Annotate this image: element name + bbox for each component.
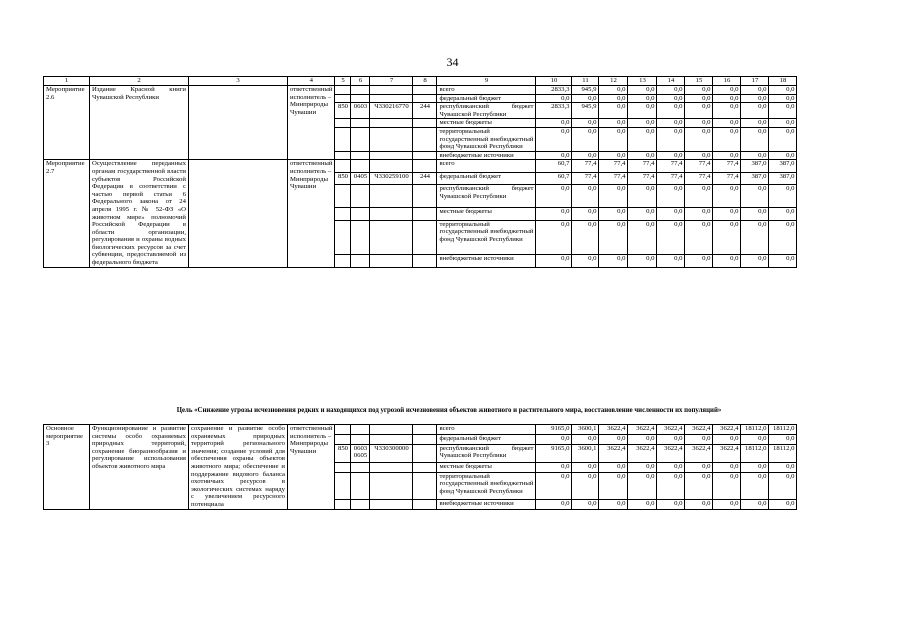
funding-value: 0,0 (572, 255, 599, 267)
funding-value: 0,0 (769, 220, 797, 254)
funding-value: 0,0 (628, 472, 657, 499)
funding-value: 77,4 (628, 160, 657, 172)
funding-value: 0,0 (628, 151, 657, 160)
expense-type-code (413, 462, 437, 472)
financing-row (44, 86, 797, 95)
funding-value: 0,0 (713, 127, 741, 151)
funding-value: 0,0 (741, 151, 769, 160)
measure-2-6 (44, 86, 797, 160)
funding-value: 0,0 (657, 208, 685, 220)
funding-value: 0,0 (536, 94, 572, 103)
col-head: 2 (90, 77, 189, 86)
target-article-code (370, 220, 413, 254)
funding-value: 0,0 (599, 462, 628, 472)
funding-value: 0,0 (599, 499, 628, 509)
target-article-code: Ч330216770 (370, 103, 413, 119)
funding-source: федеральный бюджет (437, 94, 536, 103)
column-number-row (44, 77, 797, 86)
funding-value: 0,0 (599, 103, 628, 119)
funding-value: 387,0 (741, 172, 769, 184)
section-code (351, 220, 370, 254)
funding-value: 0,0 (769, 103, 797, 119)
funding-value: 0,0 (769, 185, 797, 208)
section-code: 0603 (351, 103, 370, 119)
funding-value: 0,0 (572, 499, 599, 509)
grbs-code (335, 462, 351, 472)
target-article-code (370, 499, 413, 509)
section-code (351, 127, 370, 151)
funding-value: 0,0 (657, 434, 685, 444)
funding-value: 3622,4 (628, 425, 657, 435)
section-code (351, 499, 370, 509)
funding-value: 0,0 (685, 434, 713, 444)
section-code (351, 255, 370, 267)
col-head: 13 (628, 77, 657, 86)
funding-source: внебюджетные источники (437, 151, 536, 160)
funding-value: 0,0 (769, 86, 797, 95)
funding-value: 0,0 (713, 119, 741, 128)
funding-value: 0,0 (657, 255, 685, 267)
expense-type-code (413, 94, 437, 103)
funding-value: 0,0 (628, 499, 657, 509)
funding-value: 0,0 (657, 462, 685, 472)
funding-value: 0,0 (657, 119, 685, 128)
funding-value: 0,0 (628, 127, 657, 151)
funding-value: 0,0 (599, 472, 628, 499)
funding-value: 0,0 (599, 185, 628, 208)
funding-value: 0,0 (628, 220, 657, 254)
funding-value: 0,0 (536, 127, 572, 151)
funding-value: 0,0 (713, 185, 741, 208)
funding-value: 0,0 (713, 462, 741, 472)
funding-value: 9165,0 (536, 444, 572, 462)
funding-value: 0,0 (628, 462, 657, 472)
section-code (351, 151, 370, 160)
funding-value: 0,0 (599, 94, 628, 103)
funding-value: 3622,4 (685, 425, 713, 435)
funding-value: 0,0 (713, 103, 741, 119)
funding-value: 387,0 (769, 160, 797, 172)
grbs-code (335, 94, 351, 103)
funding-value: 0,0 (572, 220, 599, 254)
goal-heading: Цель «Снижение угрозы исчезновения редких и находящихся под угрозой исчезновения объектов животного и растительного мира, восстановление численности их популяций» (176, 407, 722, 414)
measure-name: Функционирование и развитие системы особо охраняемых природных территорий, сохранение биоразнообразия и регулирование использования объектов животного мира (90, 425, 189, 510)
funding-value: 77,4 (599, 160, 628, 172)
funding-source: федеральный бюджет (437, 434, 536, 444)
grbs-code (335, 472, 351, 499)
funding-value: 0,0 (769, 208, 797, 220)
funding-source: местные бюджеты (437, 208, 536, 220)
funding-source: территориальный государственный внебюджетный фонд Чувашской Республики (437, 127, 536, 151)
funding-value: 3622,4 (657, 444, 685, 462)
measure-task (189, 160, 288, 267)
funding-value: 0,0 (599, 151, 628, 160)
funding-value: 0,0 (536, 119, 572, 128)
col-head: 6 (351, 77, 370, 86)
funding-value: 0,0 (599, 434, 628, 444)
funding-value: 0,0 (685, 94, 713, 103)
funding-value: 0,0 (685, 185, 713, 208)
grbs-code (335, 208, 351, 220)
funding-value: 77,4 (685, 172, 713, 184)
funding-value: 77,4 (657, 172, 685, 184)
col-head: 12 (599, 77, 628, 86)
expense-type-code (413, 472, 437, 499)
target-article-code (370, 86, 413, 95)
funding-value: 0,0 (741, 86, 769, 95)
funding-value: 77,4 (572, 172, 599, 184)
funding-source: федеральный бюджет (437, 172, 536, 184)
section-code (351, 425, 370, 435)
measure-code: Основное мероприятие 3 (44, 425, 90, 510)
target-article-code (370, 462, 413, 472)
funding-value: 77,4 (657, 160, 685, 172)
funding-value: 0,0 (628, 86, 657, 95)
funding-value: 0,0 (741, 103, 769, 119)
funding-value: 0,0 (628, 103, 657, 119)
funding-value: 0,0 (572, 151, 599, 160)
funding-value: 0,0 (628, 434, 657, 444)
col-head: 8 (413, 77, 437, 86)
funding-value: 0,0 (685, 462, 713, 472)
funding-value: 60,7 (536, 160, 572, 172)
funding-value: 0,0 (628, 185, 657, 208)
target-article-code (370, 425, 413, 435)
funding-value: 77,4 (713, 172, 741, 184)
funding-source: всего (437, 425, 536, 435)
funding-value: 0,0 (572, 462, 599, 472)
grbs-code (335, 185, 351, 208)
funding-value: 0,0 (572, 208, 599, 220)
funding-value: 18112,0 (769, 425, 797, 435)
funding-value: 0,0 (657, 86, 685, 95)
page-number: 34 (446, 55, 459, 69)
funding-value: 3622,4 (657, 425, 685, 435)
section-code (351, 119, 370, 128)
funding-value: 0,0 (536, 208, 572, 220)
funding-value: 0,0 (599, 255, 628, 267)
expense-type-code (413, 86, 437, 95)
col-head: 15 (685, 77, 713, 86)
funding-value: 0,0 (628, 208, 657, 220)
expense-type-code: 244 (413, 172, 437, 184)
funding-value: 0,0 (657, 103, 685, 119)
funding-source: республиканский бюджет Чувашской Республики (437, 444, 536, 462)
funding-value: 0,0 (536, 220, 572, 254)
target-article-code (370, 119, 413, 128)
grbs-code: 850 (335, 172, 351, 184)
funding-value: 0,0 (741, 499, 769, 509)
expense-type-code (413, 127, 437, 151)
funding-value: 0,0 (572, 185, 599, 208)
funding-value: 3622,4 (599, 425, 628, 435)
funding-value: 0,0 (657, 127, 685, 151)
section-code (351, 462, 370, 472)
funding-value: 0,0 (769, 151, 797, 160)
funding-source: местные бюджеты (437, 119, 536, 128)
funding-value: 0,0 (741, 462, 769, 472)
measure-executor: ответственный исполнитель – Минприроды Чувашии (288, 86, 335, 160)
funding-value: 0,0 (741, 472, 769, 499)
funding-value: 0,0 (713, 434, 741, 444)
funding-value: 0,0 (769, 499, 797, 509)
col-head: 7 (370, 77, 413, 86)
section-code (351, 472, 370, 499)
expense-type-code (413, 425, 437, 435)
section-code (351, 86, 370, 95)
funding-value: 0,0 (741, 94, 769, 103)
funding-value: 0,0 (572, 472, 599, 499)
section-code (351, 185, 370, 208)
measure-2-7 (44, 160, 797, 267)
funding-source: территориальный государственный внебюджетный фонд Чувашской Республики (437, 220, 536, 254)
section-code (351, 94, 370, 103)
funding-source: республиканский бюджет Чувашской Республики (437, 103, 536, 119)
section-code: 0603 0605 (351, 444, 370, 462)
grbs-code (335, 499, 351, 509)
funding-value: 0,0 (769, 255, 797, 267)
funding-source: республиканский бюджет Чувашской Республики (437, 185, 536, 208)
funding-value: 77,4 (572, 160, 599, 172)
funding-value: 77,4 (713, 160, 741, 172)
col-head: 9 (437, 77, 536, 86)
funding-value: 0,0 (685, 151, 713, 160)
funding-value: 0,0 (713, 151, 741, 160)
measure-task: сохранение и развитие особо охраняемых природных территорий регионального значения; создание условий для обеспечения охраны объектов животного мира; обеспечение и поддержание видового баланса охотничьих ресурсов в экологических системах наряду с увеличением ресурсного потенциала (189, 425, 288, 510)
funding-value: 387,0 (741, 160, 769, 172)
funding-source: всего (437, 160, 536, 172)
funding-value: 945,9 (572, 103, 599, 119)
funding-value: 0,0 (572, 119, 599, 128)
measure-name: Издание Красной книги Чувашской Республики (90, 86, 189, 160)
funding-value: 0,0 (628, 94, 657, 103)
measure-code: Мероприятие 2.7 (44, 160, 90, 267)
target-article-code (370, 127, 413, 151)
funding-value: 0,0 (741, 220, 769, 254)
funding-value: 0,0 (769, 434, 797, 444)
funding-value: 0,0 (685, 472, 713, 499)
funding-value: 0,0 (769, 119, 797, 128)
funding-value: 0,0 (657, 220, 685, 254)
section-code (351, 208, 370, 220)
grbs-code (335, 220, 351, 254)
expense-type-code (413, 220, 437, 254)
target-article-code (370, 160, 413, 172)
funding-value: 60,7 (536, 172, 572, 184)
funding-value: 0,0 (657, 499, 685, 509)
funding-value: 0,0 (536, 462, 572, 472)
expense-type-code (413, 119, 437, 128)
funding-value: 0,0 (713, 499, 741, 509)
target-article-code (370, 94, 413, 103)
funding-value: 0,0 (657, 472, 685, 499)
funding-value: 0,0 (685, 127, 713, 151)
expense-type-code (413, 185, 437, 208)
funding-value: 2833,3 (536, 103, 572, 119)
funding-value: 0,0 (713, 255, 741, 267)
funding-value: 0,0 (741, 255, 769, 267)
funding-value: 0,0 (599, 220, 628, 254)
funding-value: 0,0 (713, 208, 741, 220)
funding-value: 77,4 (685, 160, 713, 172)
section-code: 0405 (351, 172, 370, 184)
funding-value: 3622,4 (713, 425, 741, 435)
expense-type-code (413, 255, 437, 267)
funding-value: 3622,4 (713, 444, 741, 462)
program-table-part-2 (43, 424, 797, 510)
target-article-code (370, 208, 413, 220)
measure-code: Мероприятие 2.6 (44, 86, 90, 160)
grbs-code (335, 434, 351, 444)
grbs-code: 850 (335, 103, 351, 119)
col-head: 5 (335, 77, 351, 86)
grbs-code (335, 119, 351, 128)
funding-value: 0,0 (769, 462, 797, 472)
col-head: 11 (572, 77, 599, 86)
grbs-code (335, 127, 351, 151)
grbs-code (335, 86, 351, 95)
funding-value: 18112,0 (741, 425, 769, 435)
expense-type-code (413, 160, 437, 172)
funding-value: 387,0 (769, 172, 797, 184)
funding-value: 0,0 (685, 103, 713, 119)
target-article-code (370, 151, 413, 160)
funding-value: 3622,4 (628, 444, 657, 462)
funding-value: 0,0 (685, 220, 713, 254)
funding-value: 0,0 (657, 94, 685, 103)
target-article-code (370, 434, 413, 444)
funding-value: 0,0 (536, 472, 572, 499)
funding-value: 0,0 (741, 119, 769, 128)
funding-value: 0,0 (572, 434, 599, 444)
funding-source: внебюджетные источники (437, 499, 536, 509)
col-head: 1 (44, 77, 90, 86)
grbs-code (335, 425, 351, 435)
target-article-code: Ч330300000 (370, 444, 413, 462)
target-article-code (370, 185, 413, 208)
funding-source: территориальный государственный внебюджетный фонд Чувашской Республики (437, 472, 536, 499)
grbs-code (335, 255, 351, 267)
col-head: 14 (657, 77, 685, 86)
funding-value: 0,0 (657, 151, 685, 160)
funding-value: 77,4 (628, 172, 657, 184)
main-measure-3 (44, 425, 797, 510)
col-head: 10 (536, 77, 572, 86)
col-head: 18 (769, 77, 797, 86)
funding-value: 0,0 (769, 94, 797, 103)
col-head: 4 (288, 77, 335, 86)
funding-value: 2833,3 (536, 86, 572, 95)
funding-value: 77,4 (599, 172, 628, 184)
funding-value: 0,0 (572, 94, 599, 103)
funding-value: 18112,0 (769, 444, 797, 462)
expense-type-code (413, 151, 437, 160)
funding-value: 0,0 (713, 86, 741, 95)
measure-executor: ответственный исполнитель – Минприроды Чувашии (288, 160, 335, 267)
program-table-part-1 (43, 76, 797, 268)
funding-value: 0,0 (713, 472, 741, 499)
funding-value: 0,0 (713, 220, 741, 254)
funding-value: 0,0 (536, 499, 572, 509)
expense-type-code (413, 208, 437, 220)
funding-value: 3600,1 (572, 425, 599, 435)
funding-source: всего (437, 86, 536, 95)
funding-value: 0,0 (741, 185, 769, 208)
col-head: 3 (189, 77, 288, 86)
expense-type-code (413, 434, 437, 444)
financing-row (44, 160, 797, 172)
funding-source: внебюджетные источники (437, 255, 536, 267)
funding-value: 0,0 (628, 119, 657, 128)
funding-value: 0,0 (741, 434, 769, 444)
col-head: 17 (741, 77, 769, 86)
funding-value: 0,0 (599, 208, 628, 220)
funding-value: 0,0 (769, 472, 797, 499)
funding-value: 0,0 (713, 94, 741, 103)
funding-value: 0,0 (769, 127, 797, 151)
funding-value: 0,0 (599, 127, 628, 151)
funding-value: 0,0 (657, 185, 685, 208)
funding-source: местные бюджеты (437, 462, 536, 472)
funding-value: 0,0 (628, 255, 657, 267)
section-code (351, 434, 370, 444)
target-article-code (370, 255, 413, 267)
funding-value: 0,0 (741, 208, 769, 220)
grbs-code (335, 160, 351, 172)
measure-name: Осуществление переданных органам государственной власти субъектов Российской Федерации в соответствии с частью первой статьи 6 Федерального закона от 24 апреля 1995 г. № 52-ФЗ «О животном мире» полномочий Российской Федерации в области организации, регулирования и охраны водных биологических ресурсов за счет субвенции, предоставляемой из федерального бюджета (90, 160, 189, 267)
funding-value: 0,0 (572, 127, 599, 151)
target-article-code: Ч330259100 (370, 172, 413, 184)
expense-type-code: 244 (413, 103, 437, 119)
funding-value: 18112,0 (741, 444, 769, 462)
expense-type-code (413, 444, 437, 462)
funding-value: 0,0 (685, 499, 713, 509)
grbs-code (335, 151, 351, 160)
funding-value: 945,9 (572, 86, 599, 95)
measure-executor: ответственный исполнитель – Минприроды Чувашии (288, 425, 335, 510)
funding-value: 3622,4 (599, 444, 628, 462)
funding-value: 0,0 (536, 434, 572, 444)
funding-value: 3600,1 (572, 444, 599, 462)
funding-value: 0,0 (536, 185, 572, 208)
col-head: 16 (713, 77, 741, 86)
funding-value: 0,0 (599, 119, 628, 128)
grbs-code: 850 (335, 444, 351, 462)
funding-value: 3622,4 (685, 444, 713, 462)
funding-value: 0,0 (685, 208, 713, 220)
funding-value: 0,0 (741, 127, 769, 151)
funding-value: 0,0 (685, 86, 713, 95)
target-article-code (370, 472, 413, 499)
funding-value: 0,0 (599, 86, 628, 95)
funding-value: 0,0 (685, 255, 713, 267)
expense-type-code (413, 499, 437, 509)
funding-value: 0,0 (685, 119, 713, 128)
funding-value: 0,0 (536, 151, 572, 160)
measure-task (189, 86, 288, 160)
financing-row (44, 425, 797, 435)
funding-value: 0,0 (536, 255, 572, 267)
funding-value: 9165,0 (536, 425, 572, 435)
section-code (351, 160, 370, 172)
